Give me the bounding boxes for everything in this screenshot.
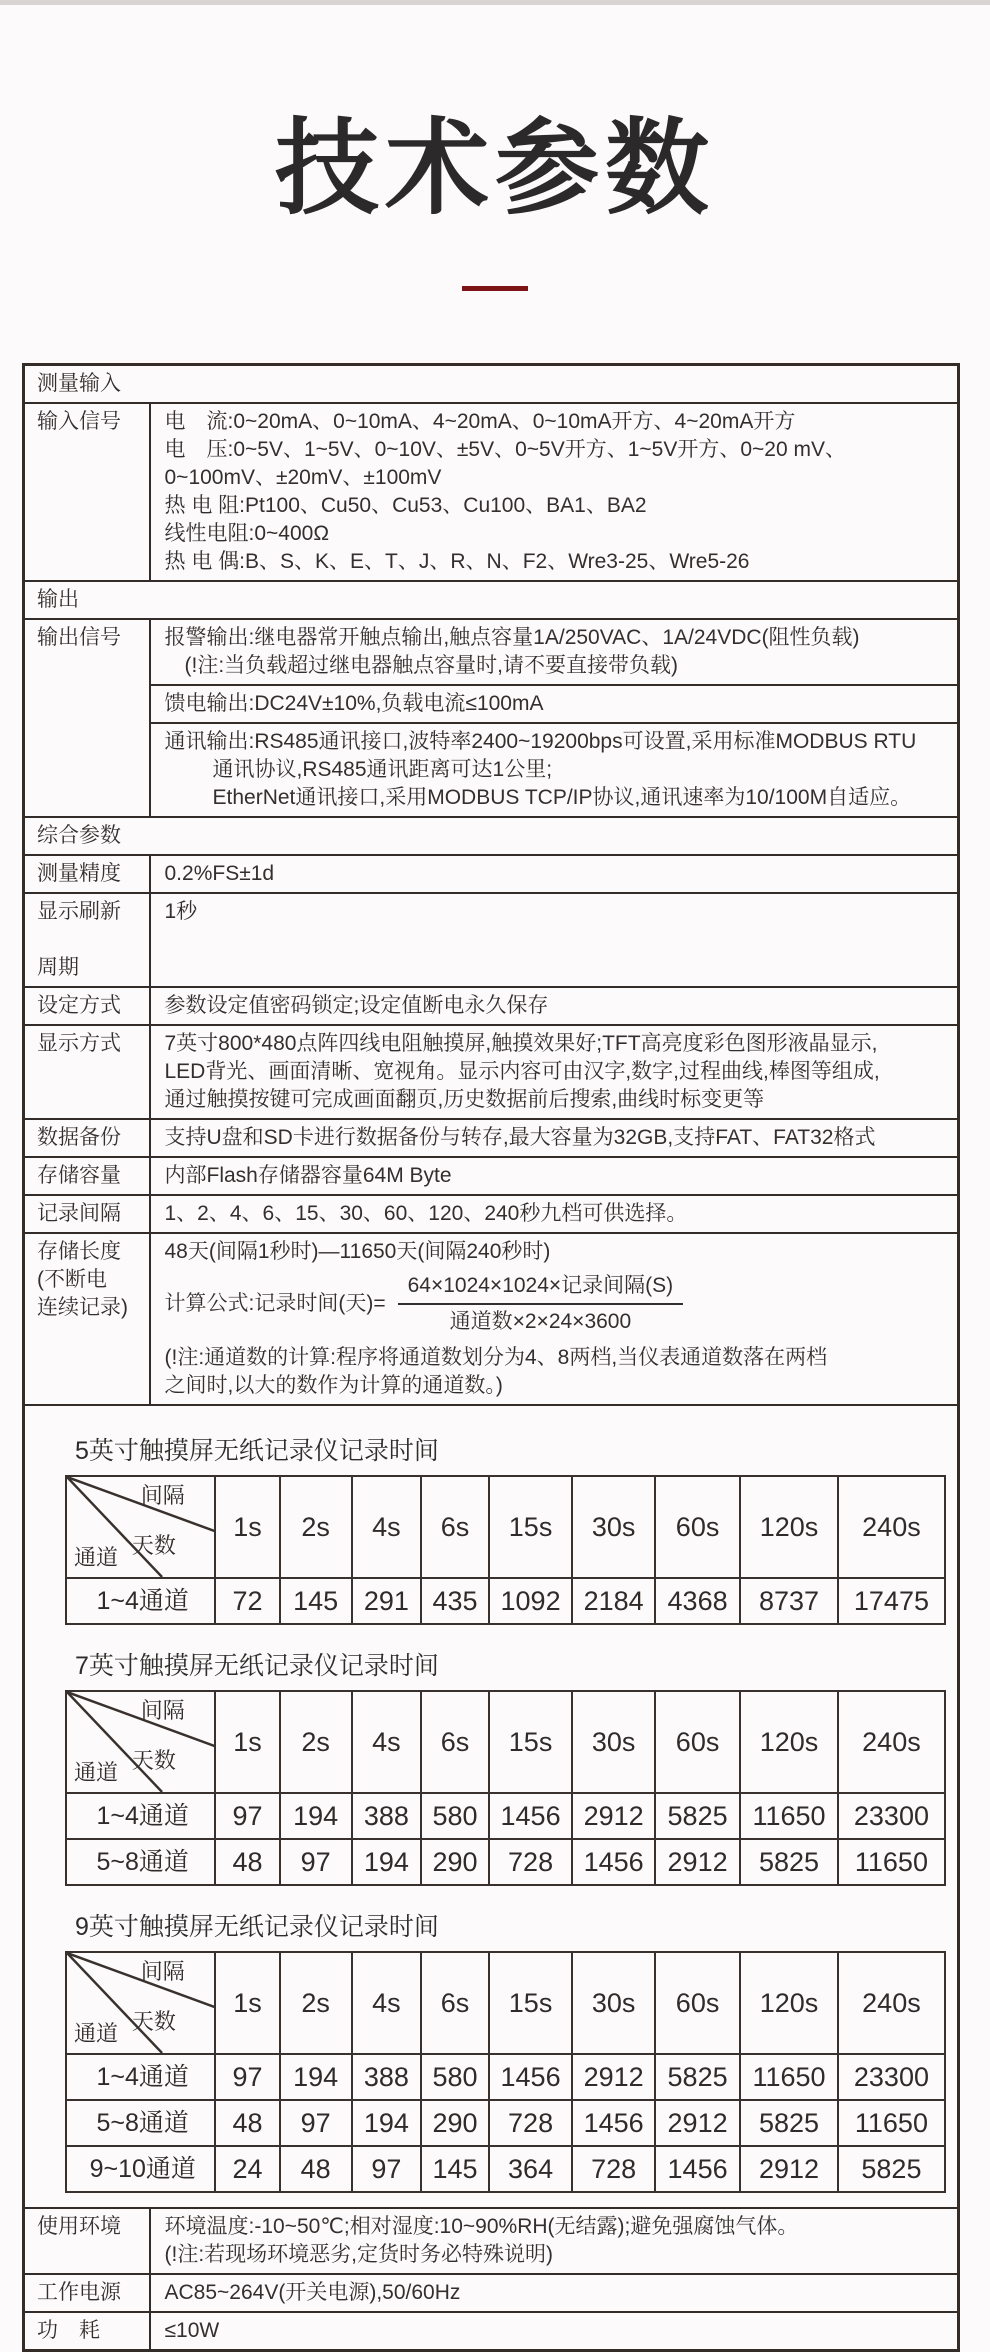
spec-value: 参数设定值密码锁定;设定值断电永久保存 bbox=[150, 987, 959, 1025]
section-header: 综合参数 bbox=[24, 817, 959, 855]
interval-column-header: 15s bbox=[489, 1476, 573, 1578]
record-value-cell: 728 bbox=[572, 2146, 655, 2192]
spec-value: ≤10W bbox=[150, 2312, 959, 2351]
channel-row-label: 9~10通道 bbox=[66, 2146, 215, 2192]
interval-column-header: 30s bbox=[572, 1952, 655, 2054]
spec-value bbox=[150, 1233, 959, 1405]
record-data-row bbox=[66, 1793, 945, 1839]
spec-label: 存储容量 bbox=[24, 1157, 150, 1195]
interval-column-header: 60s bbox=[655, 1952, 740, 2054]
spec-label: 设定方式 bbox=[24, 987, 150, 1025]
spec-table bbox=[22, 363, 960, 2352]
record-value-cell: 97 bbox=[280, 2100, 352, 2146]
spec-value: AC85~264V(开关电源),50/60Hz bbox=[150, 2274, 959, 2312]
record-value-cell: 1456 bbox=[655, 2146, 740, 2192]
channel-row-label: 1~4通道 bbox=[66, 1578, 215, 1624]
comm-output-line: 通讯输出:RS485通讯接口,波特率2400~19200bps可设置,采用标准MODBUS RTU bbox=[164, 730, 917, 754]
record-value-cell: 11650 bbox=[838, 2100, 945, 2146]
record-data-row bbox=[66, 1839, 945, 1885]
spec-value bbox=[150, 619, 959, 817]
storage-length-note: (!注:通道数的计算:程序将通道数划分为4、8两档,当仪表通道数落在两档 bbox=[164, 1346, 828, 1370]
record-value-cell: 194 bbox=[352, 2100, 421, 2146]
spec-value bbox=[150, 1025, 959, 1119]
spec-row-consumption bbox=[24, 2312, 959, 2351]
interval-column-header: 6s bbox=[421, 1476, 489, 1578]
interval-column-header: 1s bbox=[215, 1476, 279, 1578]
record-value-cell: 97 bbox=[280, 1839, 352, 1885]
spec-label bbox=[24, 1233, 150, 1405]
record-value-cell: 291 bbox=[352, 1578, 421, 1624]
record-value-cell: 2912 bbox=[572, 1793, 655, 1839]
spec-value: 1、2、4、6、15、30、60、120、240秒九档可供选择。 bbox=[150, 1195, 959, 1233]
interval-column-header: 30s bbox=[572, 1691, 655, 1793]
input-signal-line: 热 电 阻:Pt100、Cu50、Cu53、Cu100、BA1、BA2 bbox=[164, 494, 647, 518]
record-table-9-inch bbox=[65, 1951, 946, 2193]
input-signal-line: 电 压:0~5V、1~5V、0~10V、±5V、0~5V开方、1~5V开方、0~20 mV、 bbox=[164, 438, 847, 462]
spec-value: 支持U盘和SD卡进行数据备份与转存,最大容量为32GB,支持FAT、FAT32格式 bbox=[150, 1119, 959, 1157]
spec-value: 1秒 bbox=[150, 893, 959, 987]
spec-row-power bbox=[24, 2274, 959, 2312]
interval-column-header: 1s bbox=[215, 1952, 279, 2054]
record-table-title-9-inch: 9英寸触摸屏无纸记录仪记录时间 bbox=[75, 1913, 439, 1942]
section-header: 输出 bbox=[24, 581, 959, 619]
corner-days-label: 天数 bbox=[131, 2009, 176, 2035]
corner-interval-label: 间隔 bbox=[140, 1959, 185, 1985]
record-value-cell: 2912 bbox=[655, 1839, 740, 1885]
record-value-cell: 388 bbox=[352, 1793, 421, 1839]
input-signal-line: 热 电 偶:B、S、K、E、T、J、R、N、F2、Wre3-25、Wre5-26 bbox=[164, 550, 750, 574]
record-tables-section bbox=[24, 1405, 959, 2208]
record-value-cell: 1456 bbox=[572, 2100, 655, 2146]
record-value-cell: 290 bbox=[421, 2100, 489, 2146]
corner-interval-label: 间隔 bbox=[140, 1483, 185, 1509]
interval-column-header: 1s bbox=[215, 1691, 279, 1793]
comm-output-line: 通讯协议,RS485通讯距离可达1公里; bbox=[212, 758, 553, 782]
section-header: 测量输入 bbox=[24, 365, 959, 404]
interval-column-header: 2s bbox=[280, 1952, 352, 2054]
spec-label: 显示方式 bbox=[24, 1025, 150, 1119]
record-value-cell: 5825 bbox=[740, 2100, 838, 2146]
input-signal-line: 电 流:0~20mA、0~10mA、4~20mA、0~10mA开方、4~20mA开方 bbox=[164, 410, 796, 434]
spec-label: 输入信号 bbox=[24, 403, 150, 581]
corner-days-label: 天数 bbox=[131, 1748, 176, 1774]
record-value-cell: 194 bbox=[352, 1839, 421, 1885]
spec-label-line: 周期 bbox=[37, 956, 79, 980]
record-value-cell: 194 bbox=[280, 2054, 352, 2100]
page-top-strip bbox=[0, 0, 990, 5]
spec-section-output bbox=[24, 581, 959, 619]
spec-label: 工作电源 bbox=[24, 2274, 150, 2312]
title-accent-dash bbox=[462, 286, 528, 291]
record-value-cell: 388 bbox=[352, 2054, 421, 2100]
spec-label: 功 耗 bbox=[24, 2312, 150, 2351]
interval-column-header: 4s bbox=[352, 1952, 421, 2054]
display-mode-line: 通过触摸按键可完成画面翻页,历史数据前后搜索,曲线时标变更等 bbox=[164, 1088, 765, 1112]
input-signal-line: 线性电阻:0~400Ω bbox=[164, 522, 330, 546]
interval-column-header: 15s bbox=[489, 1691, 573, 1793]
interval-column-header: 120s bbox=[740, 1691, 838, 1793]
spec-label-line: 存储长度 bbox=[37, 1240, 121, 1264]
formula-denominator: 通道数×2×24×3600 bbox=[449, 1310, 632, 1334]
interval-column-header: 240s bbox=[838, 1691, 945, 1793]
spec-section-general bbox=[24, 817, 959, 855]
record-value-cell: 5825 bbox=[655, 2054, 740, 2100]
record-value-cell: 4368 bbox=[655, 1578, 740, 1624]
interval-column-header: 60s bbox=[655, 1691, 740, 1793]
interval-column-header: 120s bbox=[740, 1952, 838, 2054]
record-value-cell: 48 bbox=[215, 2100, 279, 2146]
interval-column-header: 2s bbox=[280, 1691, 352, 1793]
spec-label-line: (不断电 bbox=[37, 1268, 107, 1292]
record-value-cell: 72 bbox=[215, 1578, 279, 1624]
record-value-cell: 728 bbox=[489, 1839, 573, 1885]
record-data-row bbox=[66, 2054, 945, 2100]
record-value-cell: 97 bbox=[215, 1793, 279, 1839]
record-value-cell: 1456 bbox=[489, 2054, 573, 2100]
record-value-cell: 290 bbox=[421, 1839, 489, 1885]
record-value-cell: 2912 bbox=[740, 2146, 838, 2192]
spec-label-gap bbox=[37, 926, 145, 954]
record-data-row bbox=[66, 2146, 945, 2192]
spec-value bbox=[150, 403, 959, 581]
interval-column-header: 6s bbox=[421, 1952, 489, 2054]
record-value-cell: 580 bbox=[421, 1793, 489, 1839]
record-value-cell: 2184 bbox=[572, 1578, 655, 1624]
record-value-cell: 5825 bbox=[655, 1793, 740, 1839]
storage-length-note: 之间时,以大的数作为计算的通道数。) bbox=[164, 1374, 503, 1398]
spec-value: 0.2%FS±1d bbox=[150, 855, 959, 893]
channel-row-label: 5~8通道 bbox=[66, 1839, 215, 1885]
record-value-cell: 17475 bbox=[838, 1578, 945, 1624]
interval-column-header: 120s bbox=[740, 1476, 838, 1578]
record-value-cell: 435 bbox=[421, 1578, 489, 1624]
interval-column-header: 60s bbox=[655, 1476, 740, 1578]
environment-note: (!注:若现场环境恶劣,定货时务必特殊说明) bbox=[164, 2243, 553, 2267]
alarm-output-note: (!注:当负载超过继电器触点容量时,请不要直接带负载) bbox=[184, 654, 678, 678]
spec-value bbox=[150, 2208, 959, 2274]
record-data-row bbox=[66, 2100, 945, 2146]
interval-column-header: 4s bbox=[352, 1691, 421, 1793]
record-header-row bbox=[66, 1476, 945, 1578]
spec-label: 使用环境 bbox=[24, 2208, 150, 2274]
environment-line: 环境温度:-10~50℃;相对湿度:10~90%RH(无结露);避免强腐蚀气体。 bbox=[164, 2215, 799, 2239]
spec-row-input-signal bbox=[24, 403, 959, 581]
spec-label: 输出信号 bbox=[24, 619, 150, 817]
feed-output-subrow bbox=[151, 684, 958, 722]
display-mode-line: LED背光、画面清晰、宽视角。显示内容可由汉字,数字,过程曲线,棒图等组成, bbox=[164, 1060, 880, 1084]
alarm-output-line: 报警输出:继电器常开触点输出,触点容量1A/250VAC、1A/24VDC(阻性负载) bbox=[164, 626, 860, 650]
record-value-cell: 2912 bbox=[572, 2054, 655, 2100]
record-value-cell: 8737 bbox=[740, 1578, 838, 1624]
channel-row-label: 1~4通道 bbox=[66, 1793, 215, 1839]
interval-column-header: 4s bbox=[352, 1476, 421, 1578]
record-value-cell: 145 bbox=[280, 1578, 352, 1624]
record-value-cell: 1092 bbox=[489, 1578, 573, 1624]
record-value-cell: 194 bbox=[280, 1793, 352, 1839]
spec-row-backup bbox=[24, 1119, 959, 1157]
diagonal-corner-cell bbox=[66, 1952, 215, 2054]
spec-row-refresh-period bbox=[24, 893, 959, 987]
feed-output-line: 馈电输出:DC24V±10%,负载电流≤100mA bbox=[164, 692, 544, 716]
spec-row-storage-length bbox=[24, 1233, 959, 1405]
spec-row-accuracy bbox=[24, 855, 959, 893]
spec-row-setting bbox=[24, 987, 959, 1025]
record-value-cell: 23300 bbox=[838, 1793, 945, 1839]
display-mode-line: 7英寸800*480点阵四线电阻触摸屏,触摸效果好;TFT高亮度彩色图形液晶显示, bbox=[164, 1032, 878, 1056]
spec-label-line: 连续记录) bbox=[37, 1296, 128, 1320]
record-value-cell: 2912 bbox=[655, 2100, 740, 2146]
record-value-cell: 48 bbox=[215, 1839, 279, 1885]
channel-row-label: 1~4通道 bbox=[66, 2054, 215, 2100]
record-value-cell: 364 bbox=[489, 2146, 573, 2192]
comm-output-line: EtherNet通讯接口,采用MODBUS TCP/IP协议,通讯速率为10/100M自适应。 bbox=[212, 786, 912, 810]
corner-days-label: 天数 bbox=[131, 1533, 176, 1559]
record-value-cell: 145 bbox=[421, 2146, 489, 2192]
corner-channel-label: 通道 bbox=[74, 1760, 119, 1786]
diagonal-corner-cell bbox=[66, 1691, 215, 1793]
record-value-cell: 24 bbox=[215, 2146, 279, 2192]
record-table-title-5-inch: 5英寸触摸屏无纸记录仪记录时间 bbox=[75, 1437, 439, 1466]
spec-label: 数据备份 bbox=[24, 1119, 150, 1157]
record-tables-area bbox=[24, 1405, 959, 2208]
record-table-5-inch bbox=[65, 1475, 946, 1625]
interval-column-header: 30s bbox=[572, 1476, 655, 1578]
record-value-cell: 5825 bbox=[740, 1839, 838, 1885]
channel-row-label: 5~8通道 bbox=[66, 2100, 215, 2146]
input-signal-line: 0~100mV、±20mV、±100mV bbox=[164, 466, 442, 490]
record-value-cell: 97 bbox=[352, 2146, 421, 2192]
formula-numerator: 64×1024×1024×记录间隔(S) bbox=[398, 1272, 684, 1305]
spec-label bbox=[24, 893, 150, 987]
storage-length-line: 48天(间隔1秒时)—11650天(间隔240秒时) bbox=[164, 1240, 551, 1264]
interval-column-header: 2s bbox=[280, 1476, 352, 1578]
spec-section-measure-input bbox=[24, 365, 959, 404]
record-value-cell: 97 bbox=[215, 2054, 279, 2100]
spec-label-line: 显示刷新 bbox=[37, 900, 121, 924]
diagonal-corner-cell bbox=[66, 1476, 215, 1578]
corner-channel-label: 通道 bbox=[74, 1545, 119, 1571]
record-value-cell: 11650 bbox=[740, 2054, 838, 2100]
record-value-cell: 728 bbox=[489, 2100, 573, 2146]
record-data-row bbox=[66, 1578, 945, 1624]
page-title: 技术参数 bbox=[274, 111, 715, 227]
spec-row-environment bbox=[24, 2208, 959, 2274]
interval-column-header: 240s bbox=[838, 1476, 945, 1578]
record-value-cell: 48 bbox=[280, 2146, 352, 2192]
spec-row-capacity bbox=[24, 1157, 959, 1195]
record-table-7-inch bbox=[65, 1690, 946, 1886]
corner-channel-label: 通道 bbox=[74, 2021, 119, 2047]
spec-label: 记录间隔 bbox=[24, 1195, 150, 1233]
spec-row-output-signal bbox=[24, 619, 959, 817]
record-header-row bbox=[66, 1952, 945, 2054]
record-header-row bbox=[66, 1691, 945, 1793]
record-value-cell: 23300 bbox=[838, 2054, 945, 2100]
spec-row-display-mode bbox=[24, 1025, 959, 1119]
record-value-cell: 5825 bbox=[838, 2146, 945, 2192]
spec-value: 内部Flash存储器容量64M Byte bbox=[150, 1157, 959, 1195]
record-table-title-7-inch: 7英寸触摸屏无纸记录仪记录时间 bbox=[75, 1652, 439, 1681]
record-value-cell: 580 bbox=[421, 2054, 489, 2100]
interval-column-header: 15s bbox=[489, 1952, 573, 2054]
corner-interval-label: 间隔 bbox=[140, 1698, 185, 1724]
interval-column-header: 6s bbox=[421, 1691, 489, 1793]
comm-output-subrow bbox=[151, 722, 958, 816]
formula-prefix: 计算公式:记录时间(天)= bbox=[164, 1292, 386, 1316]
alarm-output-subrow bbox=[151, 620, 958, 684]
spec-label: 测量精度 bbox=[24, 855, 150, 893]
record-value-cell: 1456 bbox=[572, 1839, 655, 1885]
interval-column-header: 240s bbox=[838, 1952, 945, 2054]
record-value-cell: 11650 bbox=[740, 1793, 838, 1839]
storage-formula bbox=[165, 1272, 952, 1336]
record-value-cell: 1456 bbox=[489, 1793, 573, 1839]
formula-fraction bbox=[398, 1272, 684, 1336]
record-value-cell: 11650 bbox=[838, 1839, 945, 1885]
spec-row-interval bbox=[24, 1195, 959, 1233]
